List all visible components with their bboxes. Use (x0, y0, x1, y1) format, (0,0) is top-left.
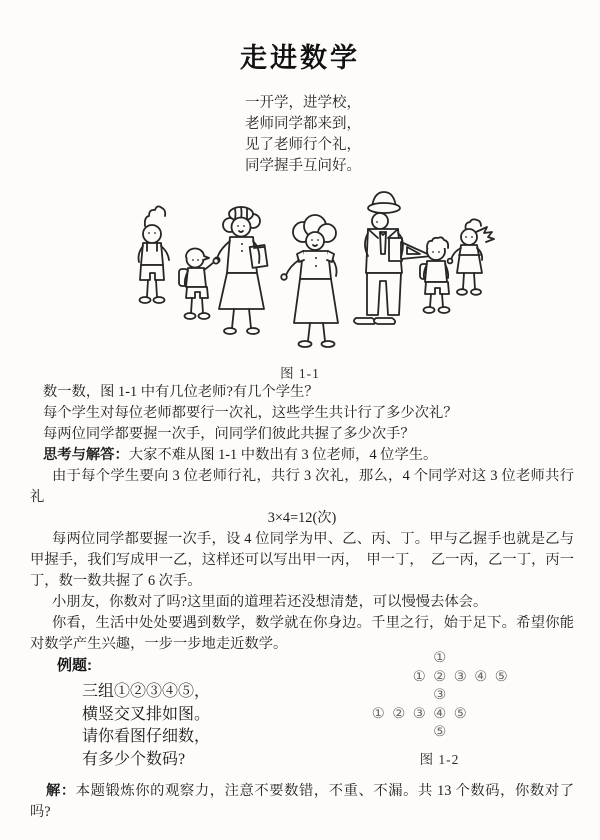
solution-paragraph (30, 781, 574, 823)
poem-line: 一开学，进学校， (245, 95, 361, 111)
circled-digit: ③ (453, 668, 467, 685)
example-line: 请你看图仔细数， (82, 728, 211, 745)
circled-digit: ⑤ (433, 724, 447, 740)
example-heading: 例题: (57, 657, 92, 674)
figure-1-2-row (368, 705, 514, 724)
teacher-woman-2 (281, 215, 338, 347)
figure-1-1-illustration (100, 180, 495, 362)
body-text (30, 382, 574, 655)
teachers-students-drawing (100, 180, 495, 362)
circled-digit: ③ (412, 705, 426, 722)
circled-digit: ① (371, 705, 385, 722)
opening-poem (245, 93, 361, 177)
poem-line: 老师同学都来到， (245, 116, 361, 132)
example-line: 有多少个数码? (82, 750, 186, 768)
figure-1-2-row (368, 649, 514, 668)
poem-line: 见了老师行个礼， (245, 137, 361, 153)
answer-label: 思考与解答： (43, 447, 129, 463)
formula: 3×4=12(次) (267, 510, 337, 526)
circled-digit: ③ (433, 687, 447, 703)
figure-1-2-row (368, 668, 514, 687)
figure-1-2 (368, 649, 514, 768)
figure-1-2-caption: 图 1-2 (419, 751, 460, 767)
question-paragraph-1: 数一数，图 1-1 中有几位老师?有几个学生？ (43, 384, 319, 400)
circled-digit: ② (433, 668, 447, 685)
figure-1-2-row (368, 686, 514, 705)
teacher-woman-1 (213, 207, 267, 334)
circled-digit: ① (433, 650, 447, 666)
question-paragraph-2: 每个学生对每位老师都要行一次礼，这些学生共计行了多少次礼？ (43, 405, 458, 421)
answer-paragraph (30, 445, 574, 466)
figure-1-2-row (368, 723, 514, 742)
circled-digit: ⑤ (494, 668, 508, 685)
circled-digit: ④ (474, 668, 488, 685)
solution-text: 本题锻炼你的观察力，注意不要数错，不重、不漏。共 13 个数码，你数对了吗? (30, 783, 574, 820)
explanation-paragraph-4: 你看，生活中处处要遇到数学，数学就在你身边。千里之行，始于足下。希望你能对数学产生兴趣，一步一步地走近数学。 (30, 615, 574, 652)
example-line: 三组①②③④⑤， (82, 683, 211, 700)
explanation-paragraph-2: 每两位同学都要握一次手，设 4 位同学为甲、乙、丙、丁。甲与乙握手也就是乙与甲握手，我们写成甲一乙，这样还可以写出甲一丙， 甲一丁， 乙一丙，乙一丁，丙一丁，数一数共握了 6 次手。 (30, 531, 574, 589)
explanation-paragraph-1: 由于每个学生要向 3 位老师行礼，共行 3 次礼，那么，4 个同学对这 3 位老师共行礼 (30, 468, 574, 505)
circled-digit: ⑤ (453, 705, 467, 722)
circled-digit: ① (412, 668, 426, 685)
page-title: 走进数学 (240, 43, 360, 73)
example-poem (82, 681, 210, 771)
answer-text: 大家不难从图 1-1 中数出有 3 位老师，4 位学生。 (128, 447, 438, 463)
example-line: 横竖交叉排如图。 (82, 705, 211, 723)
circled-digit: ② (392, 705, 406, 722)
circled-digit: ④ (433, 705, 447, 722)
example-section (57, 654, 210, 771)
student-boy-3 (420, 237, 450, 313)
question-paragraph-3: 每两位同学都要握一次手，问同学们彼此共握了多少次手？ (43, 426, 415, 442)
student-girl (448, 219, 494, 294)
student-boy-1 (139, 206, 170, 303)
figure-1-1-caption: 图 1-1 (280, 366, 320, 381)
poem-line: 同学握手互问好。 (245, 158, 361, 174)
explanation-paragraph-3: 小朋友，你数对了吗?这里面的道理若还没想清楚，可以慢慢去体会。 (52, 594, 488, 610)
teacher-man (354, 192, 432, 324)
solution-label: 解： (46, 783, 76, 799)
